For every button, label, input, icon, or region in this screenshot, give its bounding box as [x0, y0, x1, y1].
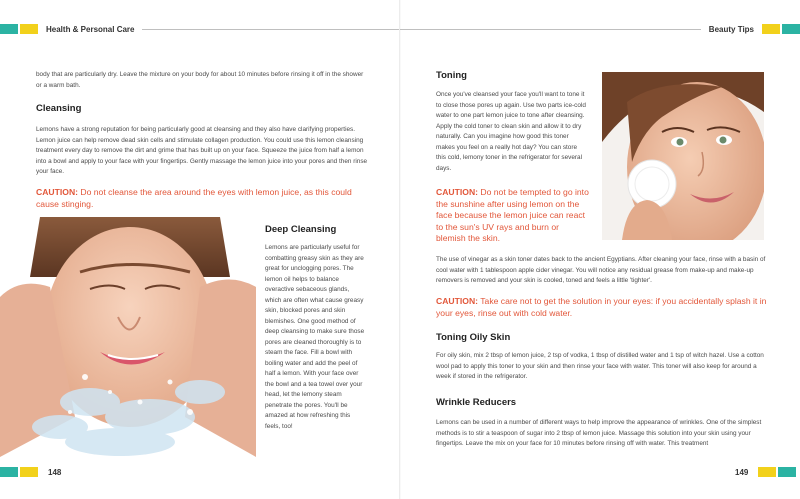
toning-oily-heading: Toning Oily Skin — [436, 332, 511, 343]
left-header-title: Health & Personal Care — [46, 24, 135, 34]
cleansing-heading: Cleansing — [36, 103, 82, 114]
right-header — [400, 20, 800, 38]
caution-text: Do not cleanse the area around the eyes with lemon juice, as this could cause stinging. — [36, 187, 352, 209]
toning-caution — [436, 187, 590, 245]
wrinkle-body: Lemons can be used in a number of different ways to help improve the appearance of wrinkles. One of the simplest methods is to stir a teaspoon of sugar into 2 tbsp of lemon juice. Massage this solution into your skin using your fingertips. Leave the mix on your face for 10 minutes before rinsing off with water. This treatment — [436, 419, 762, 447]
caution-label: CAUTION: — [36, 187, 79, 197]
toning-heading: Toning — [436, 70, 467, 81]
caution-text: Take care not to get the solution in your eyes: if you accidentally splash it in your eyes, rinse out with cold water. — [436, 296, 767, 318]
right-header-title: Beauty Tips — [708, 24, 754, 34]
footer-yellow-block — [20, 467, 38, 477]
header-teal-block — [782, 24, 800, 34]
cleansing-body: Lemons have a strong reputation for being particularly good at cleansing and they also have clarifying properties. Lemon juice can help remove dead skin cells and stimulate collagen production. You could use this lemon cleansing treatment every day to remove the dirt and grime that has built up on your face. Squeeze the juice from half a lemon into a bowl and apply to your face with your fingertips. Gently massage the lemon juice into your pores and then rinse your face. — [36, 126, 368, 175]
vinegar-caution — [436, 296, 772, 319]
deep-cleansing-heading: Deep Cleansing — [265, 224, 337, 235]
caution-label: CAUTION: — [436, 296, 479, 306]
footer-teal-block — [0, 467, 18, 477]
toning-body: Once you've cleansed your face you'll want to tone it to close those pores up again. Use two parts ice-cold water to one part lemon juice to tone after cleansing. Apply the cold toner to clean skin and allow it to dry naturally. Can you imagine how good this toner makes you feel on a really hot day? You can store this cold, lemony toner in the refrigerator for several days. — [436, 91, 586, 172]
header-rule — [142, 29, 400, 30]
intro-text: body that are particularly dry. Leave the mixture on your body for about 10 minutes before rinsing it off in the shower or a warm bath. — [36, 71, 364, 89]
left-footer — [0, 463, 61, 481]
footer-teal-block — [778, 467, 796, 477]
left-header — [0, 20, 400, 38]
right-page — [400, 0, 800, 499]
right-page-number: 149 — [735, 467, 749, 477]
footer-yellow-block — [758, 467, 776, 477]
caution-text: Do not be tempted to go into the sunshine after using lemon on the face because the lemon juice can react to the sun's UV rays and burn or blemish the skin. — [436, 187, 589, 243]
deep-cleansing-body: Lemons are particularly useful for combatting greasy skin as they are great for unclogging pores. The lemon oil helps to balance overactive sebaceous glands, which are often what cause greasy skin, blocked pores and skin blemishes. One good method of deep cleansing to make sure those pores are cleaned thoroughly is to steam the face. Fill a bowl with boiling water and add the peel of half a lemon. With your face over the bowl and a tea towel over your head, let the lemony steam penetrate the pores. You'll be amazed at how refreshing this feels, too! — [265, 244, 365, 430]
face-splash-illustration — [0, 217, 256, 457]
toner-pad-illustration — [602, 72, 764, 240]
left-page-number: 148 — [48, 467, 62, 477]
wrinkle-heading: Wrinkle Reducers — [436, 397, 517, 408]
header-yellow-block — [762, 24, 780, 34]
toning-oily-body: For oily skin, mix 2 tbsp of lemon juice, 2 tsp of vodka, 1 tbsp of distilled water and 1 tsp of witch hazel. Use a cotton wool pad to apply this toner to your skin and then rinse your face with water. This toner will also keep for around a week if stored in the refrigerator. — [436, 352, 764, 380]
right-footer — [735, 463, 796, 481]
header-teal-block — [0, 24, 18, 34]
face-splash-photo — [0, 217, 256, 457]
caution-label: CAUTION: — [436, 187, 479, 197]
vinegar-text: The use of vinegar as a skin toner dates back to the ancient Egyptians. After cleaning your face, rinse with a basin of cool water with 1 tablespoon apple cider vinegar. You will notice any residual grease from make-up and make-up removers is removed and your skin is cooled, toned and feels a little 'tighter'. — [436, 256, 766, 284]
header-yellow-block — [20, 24, 38, 34]
toner-pad-photo — [602, 72, 764, 240]
cleansing-caution — [36, 187, 372, 210]
header-rule — [400, 29, 701, 30]
